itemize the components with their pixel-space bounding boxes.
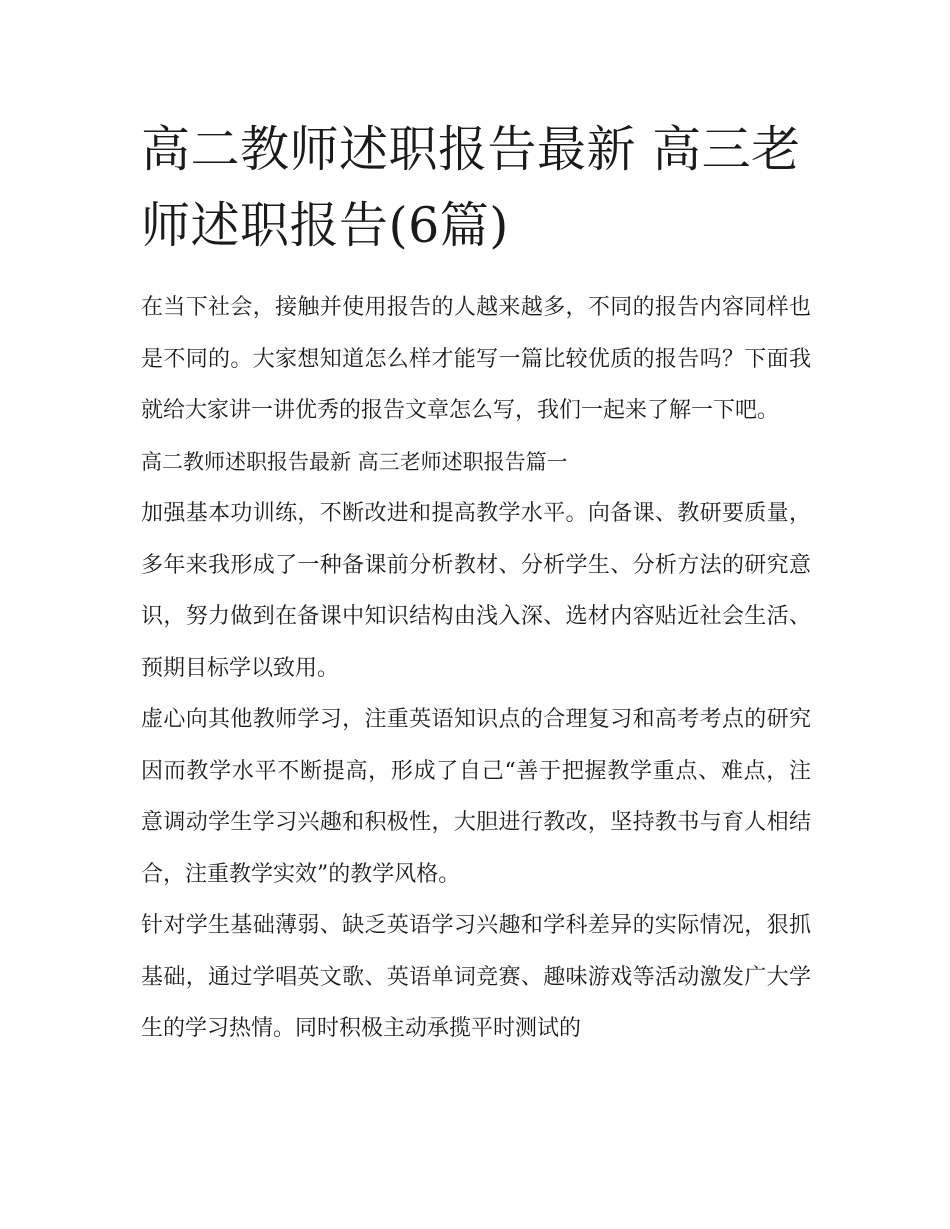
body-paragraph-1: 加强基本功训练，不断改进和提高教学水平。向备课、教研要质量，多年来我形成了一种备课前分析教材、分析学生、分析方法的研究意识，努力做到在备课中知识结构由浅入深、选材内容贴近社会生活、预期目标学以致用。 [141, 501, 811, 681]
body-paragraph-3: 针对学生基础薄弱、缺乏英语学习兴趣和学科差异的实际情况，狠抓基础，通过学唱英文歌、英语单词竞赛、趣味游戏等活动激发广大学生的学习热情。同时积极主动承揽平时测试的 [141, 913, 811, 1041]
document-page [141, 112, 811, 1055]
document-title: 高二教师述职报告最新 高三老师述职报告(6篇) [141, 121, 801, 254]
section-heading: 高二教师述职报告最新 高三老师述职报告篇一 [141, 449, 568, 474]
intro-paragraph: 在当下社会，接触并使用报告的人越来越多，不同的报告内容同样也是不同的。大家想知道怎么样才能写一篇比较优质的报告吗？下面我就给大家讲一讲优秀的报告文章怎么写，我们一起来了解一下吧。 [141, 295, 811, 423]
body-paragraph-2: 虚心向其他教师学习，注重英语知识点的合理复习和高考考点的研究因而教学水平不断提高，形成了自己“善于把握教学重点、难点，注意调动学生学习兴趣和积极性，大胆进行教改，坚持教书与育人相结合，注重教学实效”的教学风格。 [141, 707, 811, 887]
